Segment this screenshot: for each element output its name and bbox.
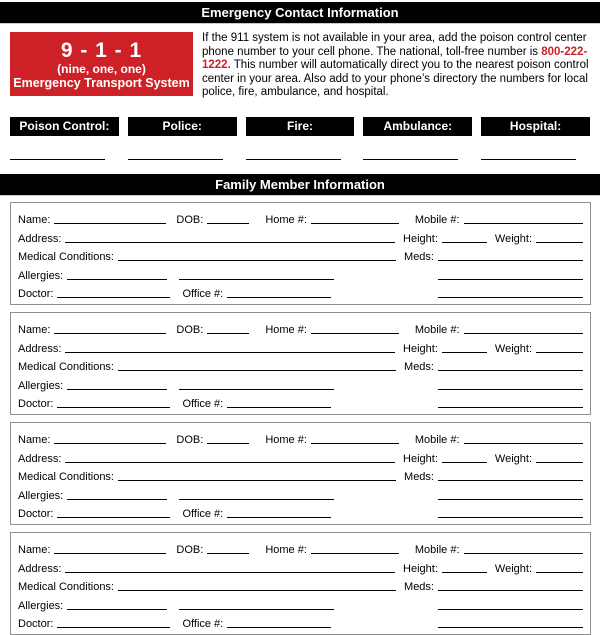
dob-label: DOB: <box>176 544 204 557</box>
medical-conditions-field[interactable] <box>118 260 396 261</box>
weight-field[interactable] <box>536 462 583 463</box>
meds-continued-field[interactable] <box>438 279 583 280</box>
medical-conditions-field[interactable] <box>118 480 396 481</box>
dob-label: DOB: <box>176 214 204 227</box>
meds-continued-field[interactable] <box>438 389 583 390</box>
height-field[interactable] <box>442 572 487 573</box>
address-label: Address: <box>18 452 62 465</box>
poison-control-number-field[interactable] <box>10 159 105 160</box>
allergies-label: Allergies: <box>18 599 64 612</box>
home-phone-label: Home #: <box>265 214 307 227</box>
height-field[interactable] <box>442 242 487 243</box>
office-phone-label: Office #: <box>182 287 224 300</box>
doctor-field[interactable] <box>57 517 170 518</box>
weight-label: Weight: <box>494 232 532 245</box>
meds-field[interactable] <box>438 590 583 591</box>
member-row-doctor <box>18 392 583 410</box>
member-row-name <box>18 428 583 446</box>
hospital-label: Hospital: <box>481 117 590 136</box>
contact-col-police <box>128 117 237 160</box>
911-caption: Emergency Transport System <box>13 76 190 90</box>
name-field[interactable] <box>54 333 166 334</box>
home-phone-field[interactable] <box>311 443 399 444</box>
family-member-block <box>10 312 591 415</box>
poison-control-label: Poison Control: <box>10 117 119 136</box>
emergency-info-section <box>10 32 590 100</box>
meds-field[interactable] <box>438 370 583 371</box>
home-phone-label: Home #: <box>265 544 307 557</box>
dob-label: DOB: <box>176 434 204 447</box>
member-row-address <box>18 226 583 244</box>
allergies-label: Allergies: <box>18 489 64 502</box>
doctor-field[interactable] <box>57 627 170 628</box>
member-row-allergies <box>18 263 583 281</box>
mobile-phone-field[interactable] <box>464 333 583 334</box>
home-phone-label: Home #: <box>265 434 307 447</box>
paragraph-text-after: This number will automatically direct you to the nearest poison control center in your area. Also add to your phone’s directory the numbers for local police, fire, ambulance, and hospital. <box>202 59 589 99</box>
member-row-doctor <box>18 612 583 630</box>
member-row-address <box>18 446 583 464</box>
member-row-name <box>18 538 583 556</box>
contact-col-fire <box>246 117 355 160</box>
medical-conditions-label: Medical Conditions: <box>18 581 114 594</box>
height-label: Height: <box>403 452 438 465</box>
weight-label: Weight: <box>494 562 532 575</box>
member-row-name <box>18 318 583 336</box>
911-subtitle: (nine, one, one) <box>57 62 146 76</box>
height-label: Height: <box>403 342 438 355</box>
member-row-allergies <box>18 373 583 391</box>
meds-label: Meds: <box>404 471 434 484</box>
office-phone-field[interactable] <box>227 407 331 408</box>
allergies-field[interactable] <box>67 499 167 500</box>
weight-label: Weight: <box>494 342 532 355</box>
name-field[interactable] <box>54 223 166 224</box>
member-row-medical <box>18 245 583 263</box>
911-emergency-box <box>10 32 193 96</box>
meds-continued-field-2[interactable] <box>438 517 583 518</box>
family-member-block <box>10 422 591 525</box>
address-field[interactable] <box>65 242 395 243</box>
home-phone-field[interactable] <box>311 553 399 554</box>
dob-label: DOB: <box>176 324 204 337</box>
dob-field[interactable] <box>207 443 249 444</box>
family-member-block <box>10 202 591 305</box>
height-label: Height: <box>403 562 438 575</box>
allergies-label: Allergies: <box>18 379 64 392</box>
mobile-phone-label: Mobile #: <box>414 324 460 337</box>
mobile-phone-field[interactable] <box>464 553 583 554</box>
meds-continued-field[interactable] <box>438 609 583 610</box>
medical-conditions-field[interactable] <box>118 370 396 371</box>
member-row-address <box>18 336 583 354</box>
mobile-phone-label: Mobile #: <box>414 544 460 557</box>
paragraph-text-before: If the 911 system is not available in your area, add the poison control center phone number to your cell phone. The national, toll-free number is <box>202 32 587 58</box>
emergency-contacts-row <box>10 117 590 160</box>
allergies-label: Allergies: <box>18 269 64 282</box>
member-row-address <box>18 556 583 574</box>
family-member-block <box>10 532 591 635</box>
height-field[interactable] <box>442 352 487 353</box>
allergies-continued-field[interactable] <box>179 609 334 610</box>
office-phone-label: Office #: <box>182 397 224 410</box>
weight-field[interactable] <box>536 242 583 243</box>
allergies-continued-field[interactable] <box>179 499 334 500</box>
family-section-title: Family Member Information <box>0 174 600 196</box>
doctor-field[interactable] <box>57 407 170 408</box>
meds-continued-field-2[interactable] <box>438 407 583 408</box>
allergies-field[interactable] <box>67 279 167 280</box>
medical-conditions-field[interactable] <box>118 590 396 591</box>
home-phone-field[interactable] <box>311 333 399 334</box>
mobile-phone-field[interactable] <box>464 223 583 224</box>
member-row-allergies <box>18 593 583 611</box>
meds-field[interactable] <box>438 260 583 261</box>
hospital-number-field[interactable] <box>481 159 576 160</box>
address-field[interactable] <box>65 572 395 573</box>
office-phone-field[interactable] <box>227 297 331 298</box>
ambulance-label: Ambulance: <box>363 117 472 136</box>
dob-field[interactable] <box>207 333 249 334</box>
address-label: Address: <box>18 562 62 575</box>
name-label: Name: <box>18 544 51 557</box>
meds-label: Meds: <box>404 251 434 264</box>
doctor-label: Doctor: <box>18 617 54 630</box>
police-number-field[interactable] <box>128 159 223 160</box>
office-phone-field[interactable] <box>227 517 331 518</box>
mobile-phone-field[interactable] <box>464 443 583 444</box>
contact-col-hospital <box>481 117 590 160</box>
name-label: Name: <box>18 324 51 337</box>
allergies-continued-field[interactable] <box>179 279 334 280</box>
meds-field[interactable] <box>438 480 583 481</box>
member-row-doctor <box>18 502 583 520</box>
height-field[interactable] <box>442 462 487 463</box>
meds-continued-field-2[interactable] <box>438 297 583 298</box>
page-title: Emergency Contact Information <box>0 2 600 24</box>
contact-col-poison-control <box>10 117 119 160</box>
member-row-medical <box>18 575 583 593</box>
medical-conditions-label: Medical Conditions: <box>18 361 114 374</box>
home-phone-label: Home #: <box>265 324 307 337</box>
doctor-label: Doctor: <box>18 397 54 410</box>
dob-field[interactable] <box>207 223 249 224</box>
medical-conditions-label: Medical Conditions: <box>18 251 114 264</box>
dob-field[interactable] <box>207 553 249 554</box>
fire-number-field[interactable] <box>246 159 341 160</box>
address-field[interactable] <box>65 352 395 353</box>
member-row-name <box>18 208 583 226</box>
medical-conditions-label: Medical Conditions: <box>18 471 114 484</box>
contact-col-ambulance <box>363 117 472 160</box>
meds-continued-field-2[interactable] <box>438 627 583 628</box>
poison-control-paragraph <box>202 32 590 100</box>
home-phone-field[interactable] <box>311 223 399 224</box>
weight-field[interactable] <box>536 352 583 353</box>
office-phone-label: Office #: <box>182 507 224 520</box>
address-label: Address: <box>18 342 62 355</box>
height-label: Height: <box>403 232 438 245</box>
allergies-field[interactable] <box>67 609 167 610</box>
address-label: Address: <box>18 232 62 245</box>
mobile-phone-label: Mobile #: <box>414 214 460 227</box>
family-members-list <box>10 202 591 635</box>
address-field[interactable] <box>65 462 395 463</box>
allergies-field[interactable] <box>67 389 167 390</box>
name-label: Name: <box>18 214 51 227</box>
doctor-label: Doctor: <box>18 287 54 300</box>
mobile-phone-label: Mobile #: <box>414 434 460 447</box>
meds-continued-field[interactable] <box>438 499 583 500</box>
allergies-continued-field[interactable] <box>179 389 334 390</box>
member-row-allergies <box>18 483 583 501</box>
member-row-medical <box>18 355 583 373</box>
office-phone-field[interactable] <box>227 627 331 628</box>
poison-control-phone-number: 800-222-1222. <box>202 45 588 72</box>
police-label: Police: <box>128 117 237 136</box>
doctor-field[interactable] <box>57 297 170 298</box>
doctor-label: Doctor: <box>18 507 54 520</box>
meds-label: Meds: <box>404 361 434 374</box>
name-label: Name: <box>18 434 51 447</box>
weight-field[interactable] <box>536 572 583 573</box>
weight-label: Weight: <box>494 452 532 465</box>
911-number: 9 - 1 - 1 <box>60 39 143 62</box>
fire-label: Fire: <box>246 117 355 136</box>
member-row-medical <box>18 465 583 483</box>
ambulance-number-field[interactable] <box>363 159 458 160</box>
member-row-doctor <box>18 282 583 300</box>
name-field[interactable] <box>54 553 166 554</box>
name-field[interactable] <box>54 443 166 444</box>
office-phone-label: Office #: <box>182 617 224 630</box>
meds-label: Meds: <box>404 581 434 594</box>
